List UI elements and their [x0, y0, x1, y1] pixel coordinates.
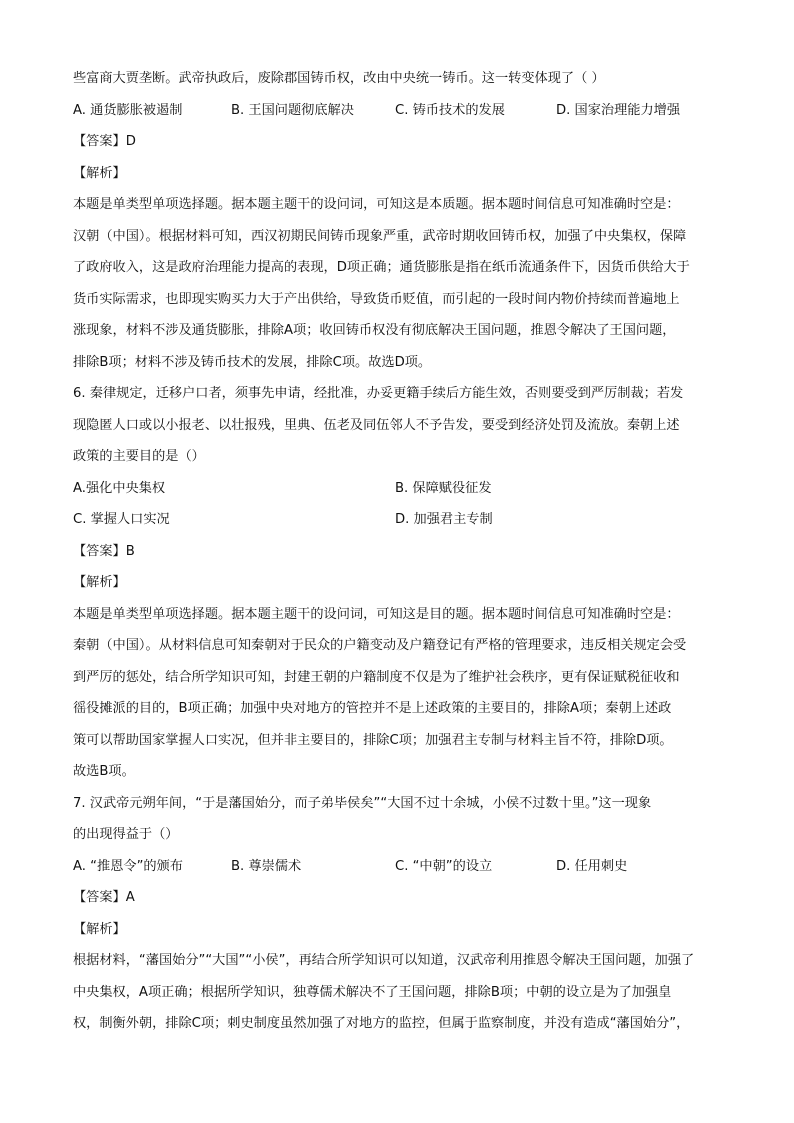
q5-stem-tail: 些富商大贾垄断。武帝执政后，废除郡国铸币权，改由中央统一铸币。这一转变体现了（ ）: [73, 71, 605, 86]
q7-stem-line: 7. 汉武帝元朔年间，“于是藩国始分，而子弟毕侯矣”“大国不过十余城，小侯不过数十里。”这一现象: [73, 795, 652, 811]
q5-option-d: D. 国家治理能力增强: [556, 102, 681, 118]
q6-analysis-line: 本题是单类型单项选择题。据本题主题干的设问词，可知这是目的题。据本题时间信息可知准确时空是：: [73, 606, 680, 622]
q5-analysis-line: 本题是单类型单项选择题。据本题主题干的设问词，可知这是本质题。据本题时间信息可知准确时空是：: [73, 197, 680, 212]
q5-option-b: B. 王国问题彻底解决: [231, 102, 354, 118]
q6-option-b: B. 保障赋役征发: [395, 480, 492, 496]
q7-option-b: B. 尊崇儒术: [231, 858, 302, 874]
q6-answer: 【答案】B: [73, 543, 135, 559]
q6-stem-line: 政策的主要目的是（）: [73, 449, 205, 464]
q7-options: [73, 851, 723, 883]
q6-option-a: A.强化中央集权: [73, 480, 166, 496]
q7-stem-line: 的出现得益于（）: [73, 827, 179, 842]
q6-analysis-line: 策可以帮助国家掌握人口实况，但并非主要目的，排除C项；加强君主专制与材料主旨不符，排除D项。: [73, 732, 673, 748]
q6-analysis-label: 【解析】: [73, 575, 126, 590]
q6-analysis-line: 秦朝（中国）。从材料信息可知秦朝对于民众的户籍变动及户籍登记有严格的管理要求，违反相关规定会受: [73, 638, 687, 653]
q5-option-c: C. 铸币技术的发展: [395, 102, 505, 118]
q7-analysis-label: 【解析】: [73, 921, 126, 937]
q6-analysis-line: 到严厉的惩处，结合所学知识可知，封建王朝的户籍制度不仅是为了维护社会秩序，更有保证赋税征收和: [73, 669, 680, 685]
q6-stem-line: 现隐匿人口或以小报老、以壮报残，里典、伍老及同伍邻人不予告发，要受到经济处罚及流放。秦朝上述: [73, 417, 680, 433]
q6-stem-line: 6. 秦律规定，迁移户口者，须事先申请，经批准，办妥更籍手续后方能生效，否则要受到严厉制裁；若发: [73, 386, 684, 401]
q5-analysis-line: 了政府收入，这是政府治理能力提高的表现，D项正确；通货膨胀是指在纸币流通条件下，因货币供给大于: [73, 260, 690, 275]
q6-options-row-1: [73, 473, 723, 505]
q6-analysis-line: 故选B项。: [73, 764, 135, 779]
q7-answer: 【答案】A: [73, 890, 135, 905]
q5-option-a: A. 通货膨胀被遏制: [73, 102, 183, 118]
q7-option-d: D. 任用刺史: [556, 858, 628, 874]
q5-analysis-line: 汉朝（中国）。根据材料可知，西汉初期民间铸币现象严重，武帝时期收回铸币权，加强了中央集权，保障: [73, 228, 687, 244]
q5-options: [73, 95, 723, 127]
q6-analysis-line: 徭役摊派的目的，B项正确；加强中央对地方的管控并不是上述政策的主要目的，排除A项；秦朝上述政: [73, 701, 672, 716]
q5-analysis-line: 涨现象，材料不涉及通货膨胀，排除A项；收回铸币权没有彻底解决王国问题，推恩令解决了王国问题，: [73, 323, 676, 338]
q7-analysis-line: 根据材料，“藩国始分”“大国”“小侯”，再结合所学知识可以知道，汉武帝利用推恩令解决王国问题，加强了: [73, 953, 695, 968]
q5-analysis-line: 排除B项；材料不涉及铸币技术的发展，排除C项。故选D项。: [73, 354, 432, 370]
q7-analysis-line: 中央集权，A项正确；根据所学知识，独尊儒术解决不了王国问题，排除B项；中朝的设立是为了加强皇: [73, 984, 672, 1000]
q6-option-c: C. 掌握人口实况: [73, 512, 170, 527]
q7-option-c: C. “中朝”的设立: [395, 858, 493, 874]
q5-analysis-label: 【解析】: [73, 165, 126, 181]
q5-answer: 【答案】D: [73, 134, 136, 149]
q7-analysis-line: 权，制衡外朝，排除C项；刺史制度虽然加强了对地方的监控，但属于监察制度，并没有造成“藩国始分”，: [73, 1016, 690, 1031]
q6-option-d: D. 加强君主专制: [395, 512, 493, 527]
q5-analysis-line: 货币实际需求，也即现实购买力大于产出供给，导致货币贬值，而引起的一段时间内物价持续而普遍地上: [73, 291, 680, 307]
q7-option-a: A. “推恩令”的颁布: [73, 858, 183, 874]
q6-options-row-2: [73, 504, 723, 536]
document-content: [73, 63, 723, 1040]
